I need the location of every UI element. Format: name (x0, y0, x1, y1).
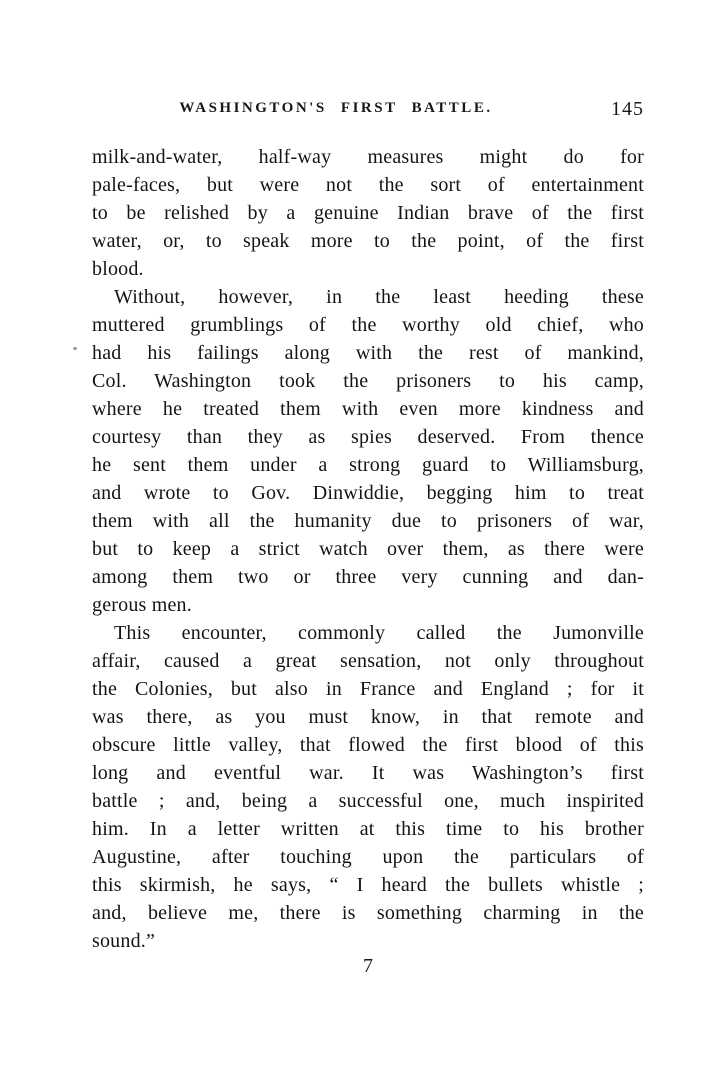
running-head-title: WASHINGTON'S FIRST BATTLE. (179, 100, 493, 116)
text-line: obscure little valley, that flowed the first blood of this (92, 734, 644, 756)
text-line: sound.” (92, 930, 156, 952)
text-line: battle ; and, being a successful one, much inspirited (92, 790, 644, 812)
signature-mark: 7 (363, 955, 373, 977)
text-line: them with all the humanity due to prisoners of war, (92, 510, 644, 532)
text-line: muttered grumblings of the worthy old chief, who (92, 314, 644, 336)
text-line: where he treated them with even more kindness and (92, 398, 644, 420)
text-line: him. In a letter written at this time to his brother (92, 818, 644, 840)
text-line: among them two or three very cunning and dan- (92, 566, 644, 588)
text-line: to be relished by a genuine Indian brave of the first (92, 202, 644, 224)
text-line: this skirmish, he says, “ I heard the bullets whistle ; (92, 874, 644, 896)
text-line: pale-faces, but were not the sort of entertainment (92, 174, 644, 196)
page-number: 145 (611, 98, 644, 120)
text-line: water, or, to speak more to the point, of the first (92, 230, 644, 252)
body-text (92, 143, 644, 955)
text-line: had his failings along with the rest of mankind, (92, 342, 644, 364)
running-head (92, 100, 644, 124)
paragraph (92, 283, 644, 619)
text-line: and, believe me, there is something charming in the (92, 902, 644, 924)
text-line: the Colonies, but also in France and England ; for it (92, 678, 644, 700)
text-line: This encounter, commonly called the Jumonville (114, 622, 644, 644)
text-line: he sent them under a strong guard to Williamsburg, (92, 454, 644, 476)
text-line: long and eventful war. It was Washington’s first (92, 762, 644, 784)
text-line: gerous men. (92, 594, 192, 616)
text-line: courtesy than they as spies deserved. From thence (92, 426, 644, 448)
text-line: and wrote to Gov. Dinwiddie, begging him to treat (92, 482, 644, 504)
text-line: but to keep a strict watch over them, as there were (92, 538, 644, 560)
text-line: was there, as you must know, in that remote and (92, 706, 644, 728)
text-line: affair, caused a great sensation, not only throughout (92, 650, 644, 672)
paragraph (92, 619, 644, 955)
scan-speck (73, 347, 77, 350)
paragraph (92, 143, 644, 283)
text-line: Augustine, after touching upon the particulars of (92, 846, 644, 868)
text-line: blood. (92, 258, 144, 280)
text-line: milk-and-water, half-way measures might do for (92, 146, 644, 168)
text-line: Col. Washington took the prisoners to his camp, (92, 370, 644, 392)
text-line: Without, however, in the least heeding these (114, 286, 644, 308)
